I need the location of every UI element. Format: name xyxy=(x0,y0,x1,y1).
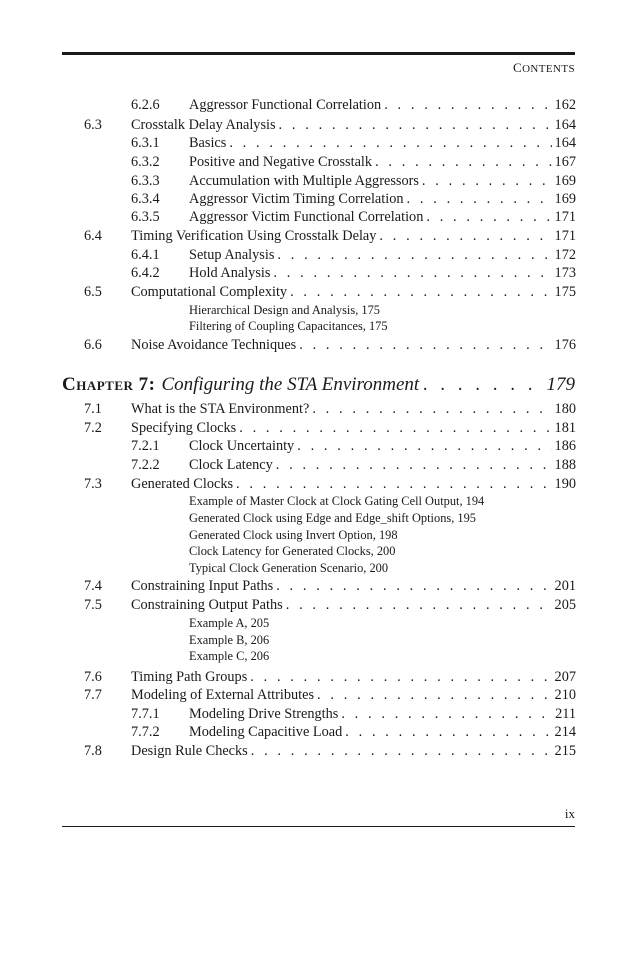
entry-title: What is the STA Environment? xyxy=(131,401,310,417)
toc-subsection-entry[interactable] xyxy=(131,437,576,456)
entry-body xyxy=(131,227,576,246)
toc-subsection-entry[interactable] xyxy=(131,264,576,283)
entry-body xyxy=(131,668,576,687)
toc-minor-entry[interactable]: Generated Clock using Edge and Edge_shift Options, 195 xyxy=(189,511,476,525)
entry-number: 6.3.5 xyxy=(131,209,160,225)
toc-section-entry[interactable] xyxy=(84,227,576,246)
entry-body xyxy=(189,246,576,265)
page-number: ix xyxy=(564,806,575,821)
toc-minor-entry[interactable]: Generated Clock using Invert Option, 198 xyxy=(189,528,398,542)
toc-subsection-entry[interactable] xyxy=(131,246,576,265)
entry-body xyxy=(131,116,576,135)
entry-page: 169 xyxy=(554,191,576,207)
entry-page: 162 xyxy=(554,97,576,113)
dot-leader xyxy=(379,227,551,246)
toc-section-entry[interactable] xyxy=(84,400,576,419)
entry-number: 7.6 xyxy=(84,669,102,685)
entry-number: 7.7.1 xyxy=(131,706,160,722)
dot-leader xyxy=(407,190,552,209)
dot-leader xyxy=(236,475,552,494)
toc-subsection-entry[interactable] xyxy=(131,456,576,475)
toc-subsection-entry[interactable] xyxy=(131,153,576,172)
entry-number: 6.4.1 xyxy=(131,247,160,263)
entry-title: Modeling Drive Strengths xyxy=(189,706,339,722)
entry-page: 167 xyxy=(554,154,576,170)
entry-title: Design Rule Checks xyxy=(131,743,248,759)
entry-title: Aggressor Functional Correlation xyxy=(189,97,382,113)
entry-number: 7.7.2 xyxy=(131,724,160,740)
entry-body xyxy=(189,437,576,456)
entry-title: Aggressor Victim Functional Correlation xyxy=(189,209,424,225)
toc-section-entry[interactable] xyxy=(84,116,576,135)
entry-page: 215 xyxy=(554,743,576,759)
dot-leader xyxy=(229,134,551,153)
entry-page: 207 xyxy=(554,669,576,685)
entry-number: 6.3.3 xyxy=(131,173,160,189)
entry-number: 7.5 xyxy=(84,597,102,613)
entry-title: Modeling Capacitive Load xyxy=(189,724,343,740)
dot-leader xyxy=(299,336,551,355)
entry-page: 176 xyxy=(554,337,576,353)
toc-section-entry[interactable] xyxy=(84,419,576,438)
entry-page: 205 xyxy=(554,597,576,613)
entry-number: 6.3.2 xyxy=(131,154,160,170)
entry-body xyxy=(189,705,576,724)
dot-leader xyxy=(250,668,551,687)
dot-leader xyxy=(286,596,552,615)
chapter-title: Configuring the STA Environment xyxy=(161,374,420,395)
entry-body xyxy=(189,172,576,191)
dot-leader xyxy=(276,456,552,475)
entry-body xyxy=(189,190,576,209)
entry-body xyxy=(131,400,576,419)
entry-number: 6.5 xyxy=(84,284,102,300)
entry-page: 210 xyxy=(554,687,576,703)
entry-body xyxy=(189,96,576,115)
entry-page: 164 xyxy=(554,135,576,151)
entry-title: Computational Complexity xyxy=(131,284,288,300)
entry-body xyxy=(189,153,576,172)
toc-section-entry[interactable] xyxy=(84,577,576,596)
entry-title: Modeling of External Attributes xyxy=(131,687,315,703)
entry-page: 169 xyxy=(554,173,576,189)
dot-leader xyxy=(341,705,552,724)
toc-section-entry[interactable] xyxy=(84,475,576,494)
entry-page: 172 xyxy=(554,247,576,263)
entry-number: 7.2 xyxy=(84,420,102,436)
dot-leader xyxy=(277,246,551,265)
dot-leader xyxy=(279,116,552,135)
entry-body xyxy=(189,456,576,475)
entry-body xyxy=(189,208,576,227)
entry-body xyxy=(189,134,576,153)
entry-title: Noise Avoidance Techniques xyxy=(131,337,297,353)
entry-number: 6.6 xyxy=(84,337,102,353)
toc-subsection-entry[interactable] xyxy=(131,723,576,742)
dot-leader xyxy=(312,400,551,419)
entry-title: Clock Uncertainty xyxy=(189,438,295,454)
toc-section-entry[interactable] xyxy=(84,742,576,761)
dot-leader xyxy=(317,686,552,705)
entry-number: 7.1 xyxy=(84,401,102,417)
entry-page: 171 xyxy=(554,228,576,244)
entry-body xyxy=(131,419,576,438)
toc-section-entry[interactable] xyxy=(84,283,576,302)
entry-title: Basics xyxy=(189,135,227,151)
toc-minor-entry[interactable]: Clock Latency for Generated Clocks, 200 xyxy=(189,544,396,558)
entry-title: Timing Verification Using Crosstalk Delay xyxy=(131,228,377,244)
entry-body xyxy=(131,336,576,355)
entry-body xyxy=(131,596,576,615)
dot-leader xyxy=(276,577,551,596)
toc-minor-entry[interactable]: Example of Master Clock at Clock Gating Cell Output, 194 xyxy=(189,494,485,508)
toc-subsection-entry[interactable] xyxy=(131,705,576,724)
entry-number: 7.2.2 xyxy=(131,457,160,473)
entry-number: 6.3 xyxy=(84,117,102,133)
entry-page: 190 xyxy=(554,476,576,492)
dot-leader xyxy=(239,419,551,438)
toc-subsection-entry[interactable] xyxy=(131,172,576,191)
dot-leader xyxy=(422,172,552,191)
toc-section-entry[interactable] xyxy=(84,596,576,615)
chapter-label: Chapter 7: xyxy=(62,374,156,395)
entry-number: 6.2.6 xyxy=(131,97,160,113)
entry-title: Crosstalk Delay Analysis xyxy=(131,117,276,133)
entry-body xyxy=(189,264,576,283)
entry-page: 188 xyxy=(554,457,576,473)
dot-leader xyxy=(423,374,542,396)
entry-number: 7.3 xyxy=(84,476,102,492)
entry-title: Constraining Input Paths xyxy=(131,578,274,594)
dot-leader xyxy=(297,437,551,456)
entry-title: Positive and Negative Crosstalk xyxy=(189,154,373,170)
dot-leader xyxy=(384,96,551,115)
entry-page: 181 xyxy=(554,420,576,436)
entry-title: Specifying Clocks xyxy=(131,420,237,436)
dot-leader xyxy=(345,723,551,742)
entry-title: Constraining Output Paths xyxy=(131,597,283,613)
entry-page: 214 xyxy=(554,724,576,740)
entry-page: 186 xyxy=(554,438,576,454)
entry-title: Clock Latency xyxy=(189,457,273,473)
toc-section-entry[interactable] xyxy=(84,668,576,687)
entry-body xyxy=(131,742,576,761)
entry-page: 164 xyxy=(554,117,576,133)
running-head-rest: ONTENTS xyxy=(522,63,575,75)
dot-leader xyxy=(375,153,551,172)
entry-number: 7.2.1 xyxy=(131,438,160,454)
toc-subsection-entry[interactable] xyxy=(131,190,576,209)
entry-number: 6.3.4 xyxy=(131,191,160,207)
entry-page: 180 xyxy=(554,401,576,417)
toc-minor-entry[interactable]: Example B, 206 xyxy=(189,633,270,647)
entry-number: 6.4.2 xyxy=(131,265,160,281)
toc-subsection-entry[interactable] xyxy=(131,96,576,115)
dot-leader xyxy=(251,742,552,761)
entry-number: 7.8 xyxy=(84,743,102,759)
entry-page: 211 xyxy=(555,706,576,722)
toc-minor-entry[interactable]: Typical Clock Generation Scenario, 200 xyxy=(189,561,389,575)
entry-number: 7.7 xyxy=(84,687,102,703)
dot-leader xyxy=(426,208,551,227)
entry-body xyxy=(131,475,576,494)
entry-body xyxy=(131,686,576,705)
entry-page: 173 xyxy=(554,265,576,281)
entry-title: Generated Clocks xyxy=(131,476,234,492)
entry-page: 171 xyxy=(554,209,576,225)
entry-title: Timing Path Groups xyxy=(131,669,248,685)
entry-number: 6.4 xyxy=(84,228,102,244)
running-head-initial: C xyxy=(513,60,523,75)
dot-leader xyxy=(290,283,551,302)
entry-title: Aggressor Victim Timing Correlation xyxy=(189,191,404,207)
entry-title: Accumulation with Multiple Aggressors xyxy=(189,173,419,189)
toc-subsection-entry[interactable] xyxy=(131,134,576,153)
entry-title: Setup Analysis xyxy=(189,247,275,263)
toc-minor-entry[interactable]: Hierarchical Design and Analysis, 175 xyxy=(189,303,380,317)
toc-minor-entry[interactable]: Example C, 206 xyxy=(189,649,270,663)
dot-leader xyxy=(273,264,551,283)
entry-body xyxy=(131,283,576,302)
entry-number: 6.3.1 xyxy=(131,135,160,151)
entry-body xyxy=(189,723,576,742)
entry-page: 175 xyxy=(554,284,576,300)
top-rule xyxy=(62,52,575,55)
toc-section-entry[interactable] xyxy=(84,336,576,355)
entry-title: Hold Analysis xyxy=(189,265,271,281)
toc-subsection-entry[interactable] xyxy=(131,208,576,227)
toc-minor-entry[interactable]: Filtering of Coupling Capacitances, 175 xyxy=(189,319,388,333)
chapter-page: 179 xyxy=(546,374,575,395)
entry-body xyxy=(131,577,576,596)
toc-section-entry[interactable] xyxy=(84,686,576,705)
toc-minor-entry[interactable]: Example A, 205 xyxy=(189,616,270,630)
chapter-heading[interactable] xyxy=(62,374,575,398)
running-head xyxy=(513,60,575,76)
entry-number: 7.4 xyxy=(84,578,102,594)
entry-page: 201 xyxy=(554,578,576,594)
bottom-rule xyxy=(62,826,575,827)
